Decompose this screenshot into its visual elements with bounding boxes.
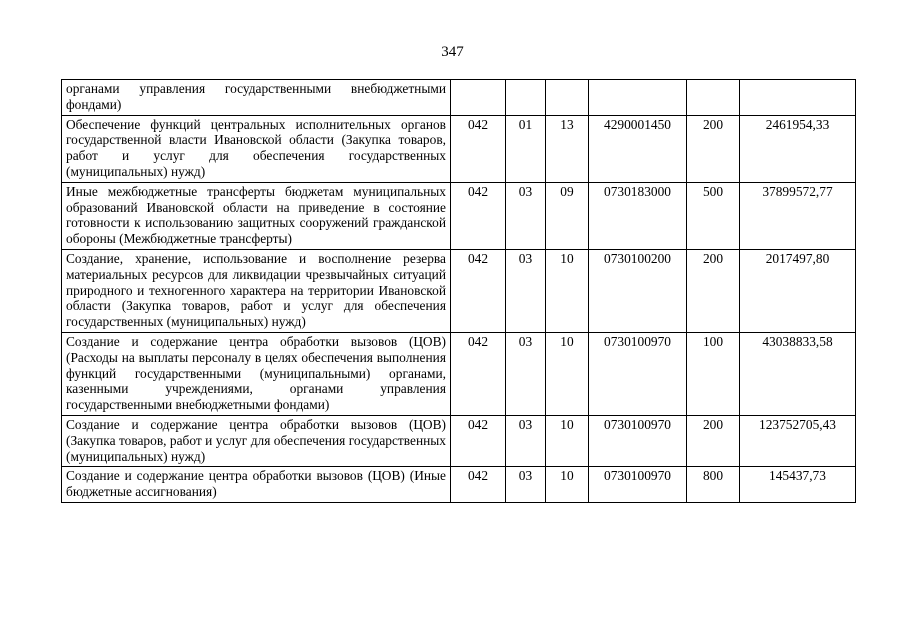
row-ministry-code [451, 80, 506, 116]
row-description: Обеспечение функций центральных исполнительных органов государственной власти Ивановской области (Закупка товаров, работ и услуг для обеспечения государственных (муниципальных) нужд) [62, 115, 451, 182]
row-target-article: 0730100200 [589, 249, 687, 332]
row-description: Создание и содержание центра обработки вызовов (ЦОВ) (Закупка товаров, работ и услуг для обеспечения государственных (муниципальных) нужд) [62, 415, 451, 466]
table-row [62, 115, 856, 182]
table-row [62, 415, 856, 466]
row-description: Иные межбюджетные трансферты бюджетам муниципальных образований Ивановской области на приведение в состояние готовности к использованию защитных сооружений гражданской обороны (Межбюджетные трансферты) [62, 182, 451, 249]
row-amount [740, 80, 856, 116]
row-expense-type: 100 [687, 332, 740, 415]
row-description: Создание, хранение, использование и восполнение резерва материальных ресурсов для ликвидации чрезвычайных ситуаций природного и техногенного характера на территории Ивановской области (Закупка товаров, работ и услуг для обеспечения государственных (муниципальных) нужд) [62, 249, 451, 332]
table-row [62, 80, 856, 116]
row-amount: 43038833,58 [740, 332, 856, 415]
row-expense-type [687, 80, 740, 116]
row-section-code: 03 [506, 182, 546, 249]
row-ministry-code: 042 [451, 115, 506, 182]
row-ministry-code: 042 [451, 415, 506, 466]
row-section-code [506, 80, 546, 116]
page-number: 347 [441, 44, 464, 60]
row-section-code: 03 [506, 332, 546, 415]
row-target-article: 4290001450 [589, 115, 687, 182]
row-section-code: 03 [506, 415, 546, 466]
table-row [62, 332, 856, 415]
row-amount: 2017497,80 [740, 249, 856, 332]
row-ministry-code: 042 [451, 249, 506, 332]
row-amount: 123752705,43 [740, 415, 856, 466]
row-target-article: 0730100970 [589, 467, 687, 503]
row-amount: 37899572,77 [740, 182, 856, 249]
row-expense-type: 800 [687, 467, 740, 503]
table-row [62, 182, 856, 249]
row-subsection-code: 13 [546, 115, 589, 182]
row-subsection-code: 10 [546, 467, 589, 503]
row-subsection-code: 10 [546, 415, 589, 466]
table-row [62, 467, 856, 503]
row-target-article: 0730100970 [589, 415, 687, 466]
row-subsection-code: 09 [546, 182, 589, 249]
row-section-code: 03 [506, 467, 546, 503]
row-subsection-code: 10 [546, 332, 589, 415]
row-amount: 145437,73 [740, 467, 856, 503]
row-section-code: 03 [506, 249, 546, 332]
row-target-article: 0730183000 [589, 182, 687, 249]
row-subsection-code [546, 80, 589, 116]
row-target-article [589, 80, 687, 116]
row-description: Создание и содержание центра обработки вызовов (ЦОВ) (Иные бюджетные ассигнования) [62, 467, 451, 503]
row-expense-type: 200 [687, 415, 740, 466]
row-description: Создание и содержание центра обработки вызовов (ЦОВ) (Расходы на выплаты персоналу в целях обеспечения выполнения функций государственными (муниципальными) органами, казенными учреждениями, органами управления государственными внебюджетными фондами) [62, 332, 451, 415]
row-section-code: 01 [506, 115, 546, 182]
row-expense-type: 200 [687, 249, 740, 332]
table-row [62, 249, 856, 332]
row-expense-type: 500 [687, 182, 740, 249]
row-ministry-code: 042 [451, 467, 506, 503]
row-ministry-code: 042 [451, 182, 506, 249]
row-expense-type: 200 [687, 115, 740, 182]
row-amount: 2461954,33 [740, 115, 856, 182]
row-subsection-code: 10 [546, 249, 589, 332]
row-description: органами управления государственными внебюджетными фондами) [62, 80, 451, 116]
row-target-article: 0730100970 [589, 332, 687, 415]
budget-table [61, 79, 856, 503]
row-ministry-code: 042 [451, 332, 506, 415]
